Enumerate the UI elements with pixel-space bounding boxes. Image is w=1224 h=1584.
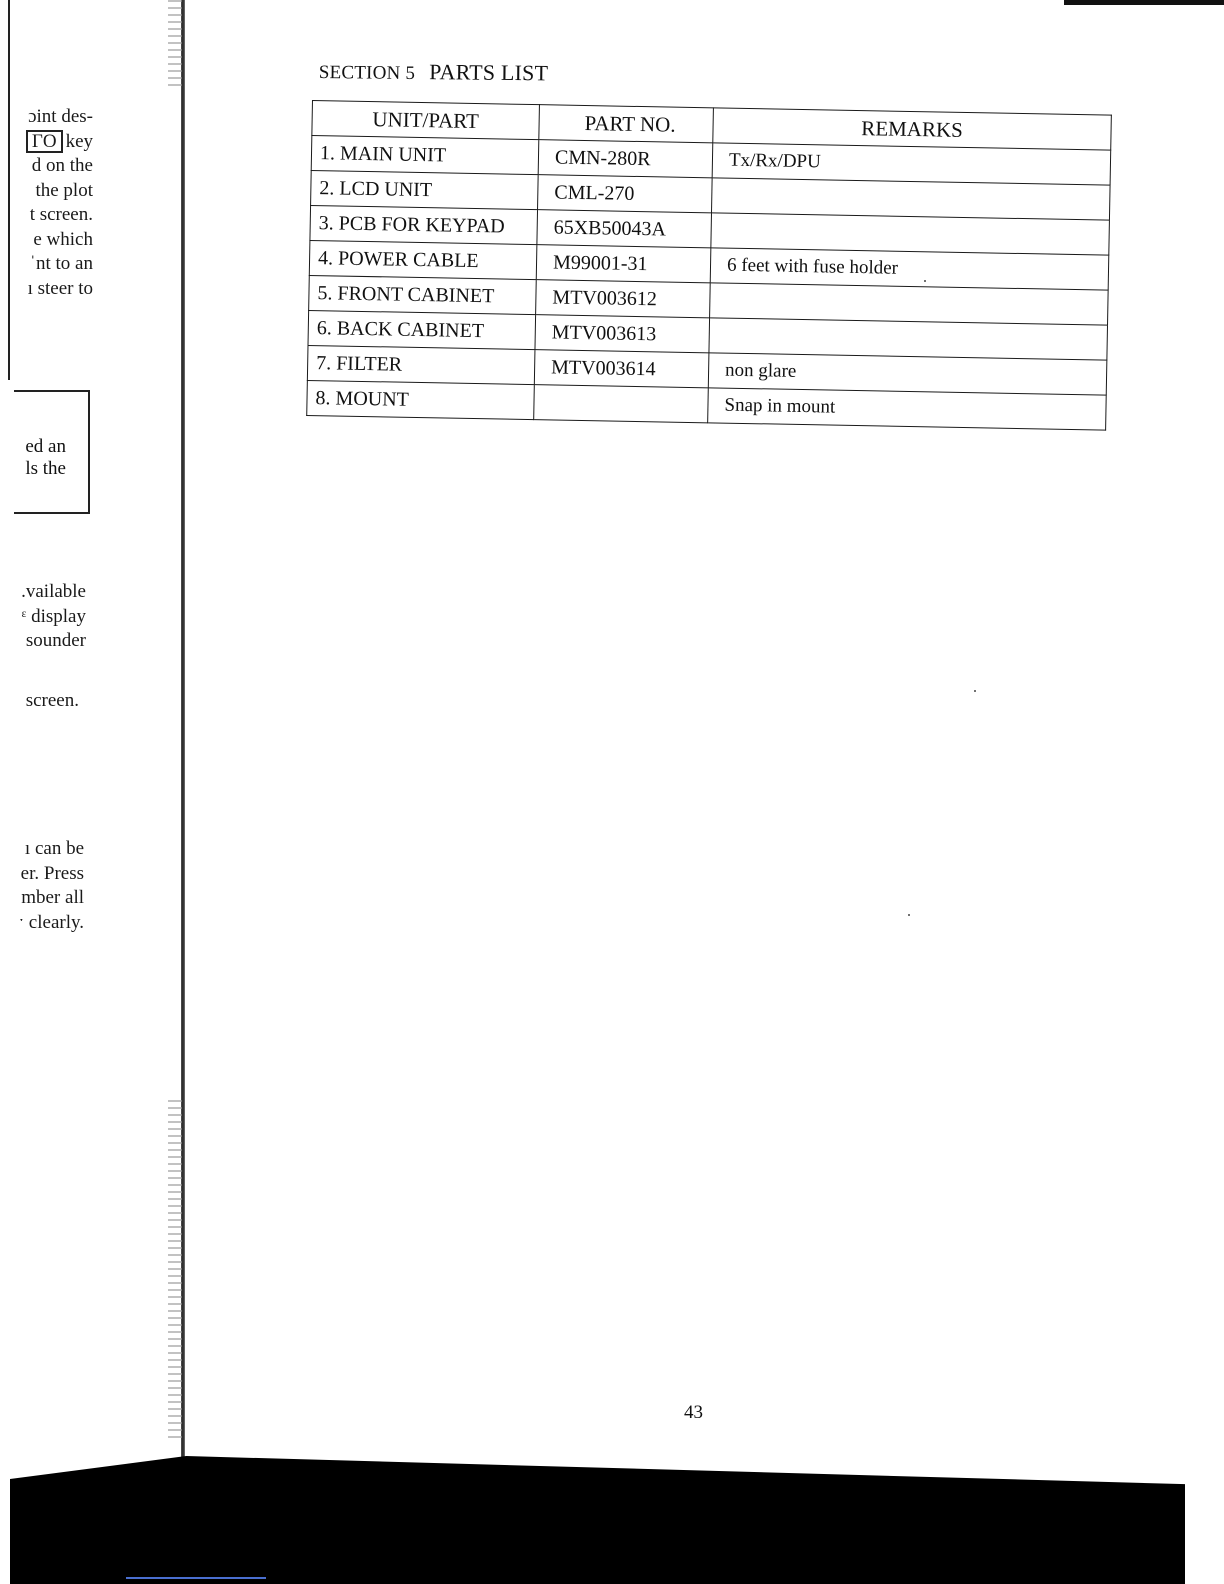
header-part-no: PART NO.	[539, 105, 714, 143]
facing-line: d on the	[31, 155, 93, 176]
cell-unit: 4. POWER CABLE	[309, 240, 537, 279]
cell-part-no: CML-270	[538, 175, 713, 213]
facing-line: ᵋ display	[21, 605, 86, 627]
facing-line: ΓO key	[26, 130, 93, 155]
scan-dot	[908, 914, 910, 916]
facing-line: ls the	[25, 458, 66, 479]
facing-line: the plot	[35, 179, 93, 201]
section-heading	[319, 58, 549, 86]
cell-unit: 6. BACK CABINET	[308, 310, 536, 349]
facing-line: ˈnt to an	[29, 253, 93, 274]
header-remarks: REMARKS	[713, 108, 1112, 150]
facing-page-text-middle	[21, 580, 86, 654]
scan-top-edge	[1064, 0, 1224, 5]
cell-remarks: non glare	[708, 353, 1107, 395]
facing-page-note-text	[25, 436, 66, 480]
cell-unit: 1. MAIN UNIT	[311, 136, 539, 175]
cell-part-no: CMN-280R	[538, 140, 713, 178]
parts-table	[306, 100, 1112, 431]
facing-line: t screen.	[29, 204, 93, 225]
gutter-speckle	[168, 1100, 182, 1440]
facing-page-text-bottom	[19, 837, 84, 935]
cell-part-no: MTV003612	[536, 280, 711, 318]
cell-remarks: 6 feet with fuse holder	[710, 248, 1109, 290]
cell-part-no	[534, 385, 709, 423]
facing-line: ı can be	[24, 838, 84, 859]
scan-bottom-shadow	[10, 1456, 1185, 1584]
facing-line: mber all	[21, 887, 84, 908]
cell-remarks: Tx/Rx/DPU	[712, 143, 1111, 185]
header-unit-part: UNIT/PART	[312, 101, 540, 140]
facing-line: ı steer to	[27, 277, 93, 299]
cell-unit: 7. FILTER	[307, 345, 535, 384]
cell-unit: 5. FRONT CABINET	[309, 275, 537, 314]
facing-line: ɔint des-	[28, 106, 93, 127]
section-number: SECTION 5	[318, 61, 416, 85]
facing-line: ed an	[25, 436, 66, 457]
scan-bottom-mark	[126, 1577, 266, 1579]
facing-page-text-top	[26, 105, 93, 301]
scan-dot	[974, 690, 976, 692]
scan-left-edge	[8, 0, 10, 380]
facing-page-text-screen	[26, 689, 79, 714]
scan-dot	[924, 280, 926, 282]
facing-line: screen.	[25, 690, 79, 711]
cell-part-no: M99001-31	[536, 245, 711, 283]
cell-remarks: Snap in mount	[708, 388, 1107, 430]
cell-unit: 8. MOUNT	[307, 380, 535, 419]
facing-line: er. Press	[20, 862, 84, 884]
cell-part-no: MTV003613	[535, 315, 710, 353]
cell-unit: 2. LCD UNIT	[311, 170, 539, 209]
cell-unit: 3. PCB FOR KEYPAD	[310, 205, 538, 244]
facing-line: .vailable	[21, 581, 86, 602]
facing-line: ˑ clearly.	[18, 911, 84, 933]
key-box: ΓO	[26, 130, 63, 153]
parts-table-container	[306, 100, 1112, 431]
section-title: PARTS LIST	[429, 59, 549, 86]
cell-part-no: 65XB50043A	[537, 210, 712, 248]
cell-part-no: MTV003614	[534, 350, 709, 388]
page-number: 43	[684, 1402, 703, 1423]
facing-line: sounder	[25, 630, 86, 651]
facing-line: e which	[33, 228, 93, 250]
gutter-speckle	[168, 0, 182, 90]
